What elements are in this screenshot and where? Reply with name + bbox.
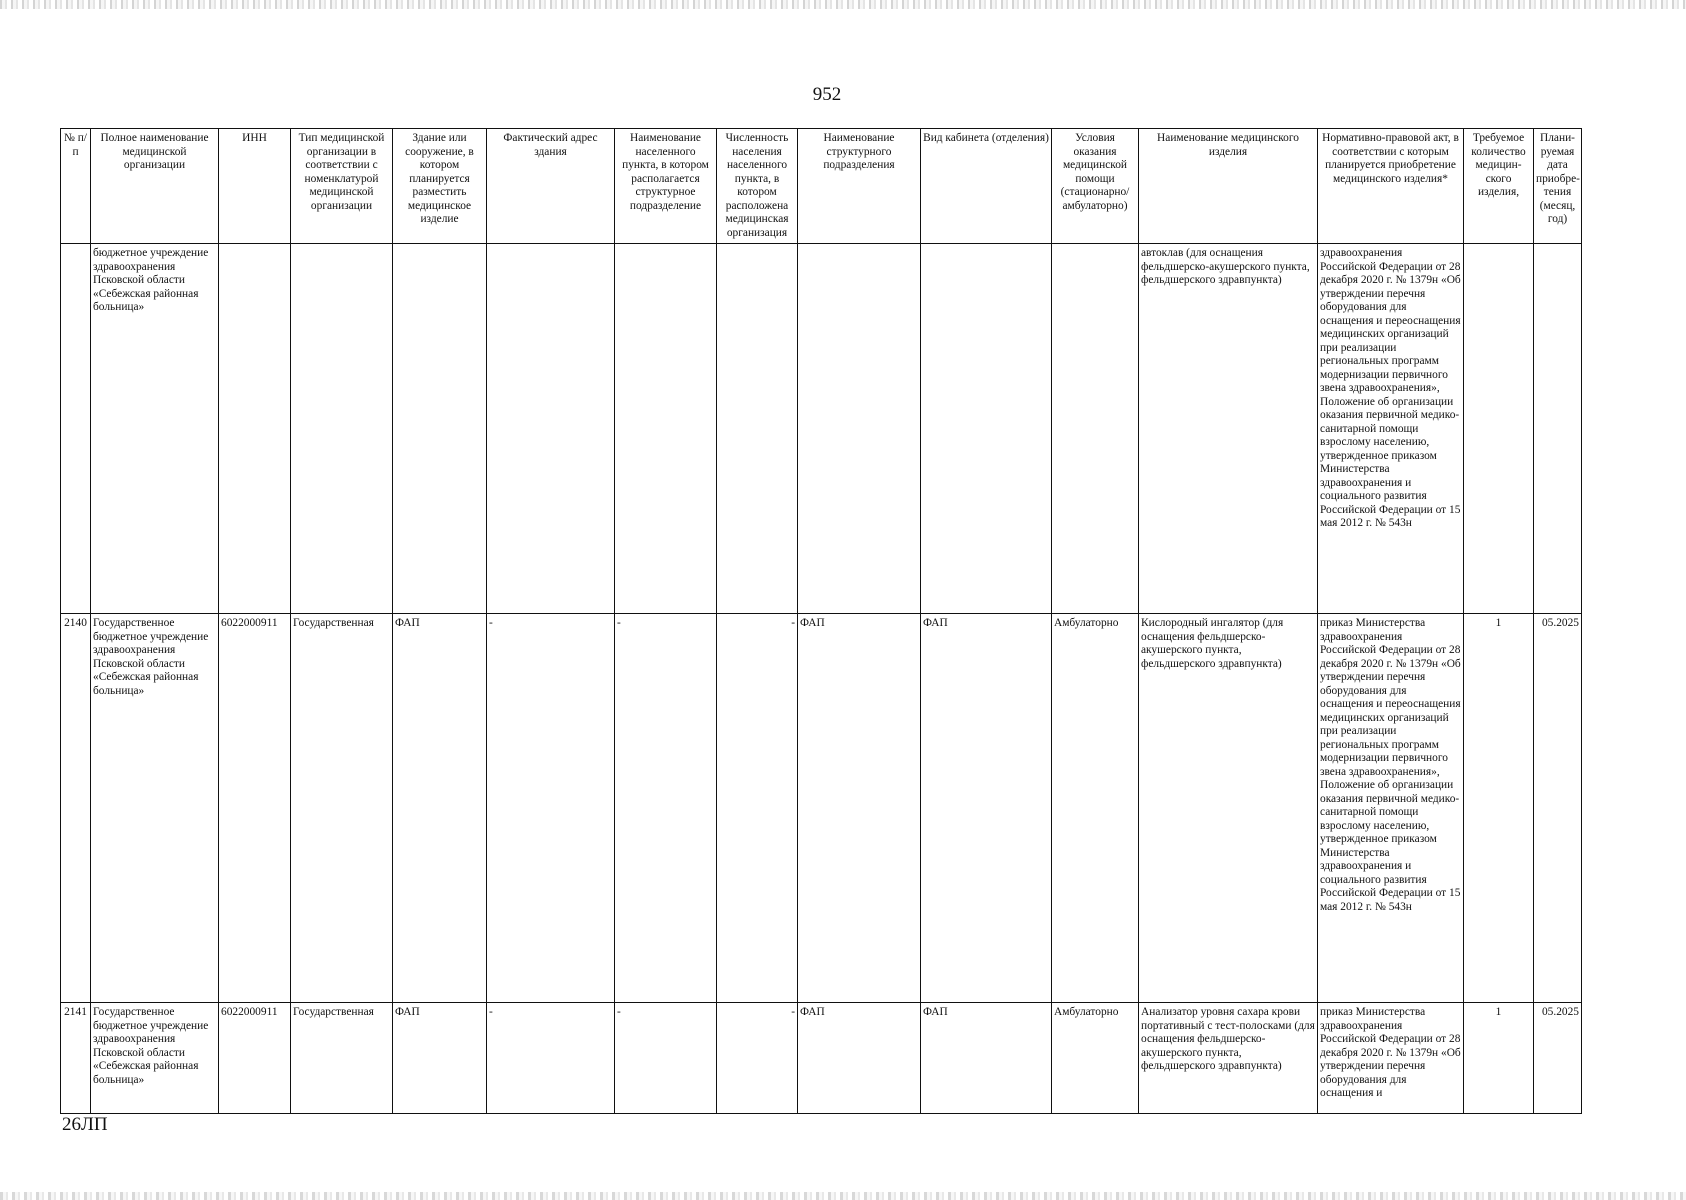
col-header-org-type: Тип медицинской организации в соответствии с номенклатурой медицинской организации [291,129,393,244]
cell-structural-unit [798,244,921,614]
medical-devices-table [60,128,1582,1114]
cell-inn [219,244,291,614]
cell-building [393,244,487,614]
cell-cabinet-type [921,244,1052,614]
page-number: 952 [812,84,842,105]
cell-cabinet-type: ФАП [921,614,1052,1003]
cell-structural-unit: ФАП [798,1003,921,1114]
cell-number: 2141 [61,1003,91,1114]
cell-number [61,244,91,614]
col-header-care-conditions: Условия оказания медицинской помощи (стационарно/ амбулаторно) [1052,129,1139,244]
col-header-quantity: Требуемое количество медицин-ского изделия, [1464,129,1534,244]
cell-organization: Государственное бюджетное учреждение здравоохранения Псковской области «Себежская районная больница» [91,1003,219,1114]
table-row [61,1003,1582,1114]
cell-structural-unit: ФАП [798,614,921,1003]
cell-care-conditions [1052,244,1139,614]
cell-care-conditions: Амбулаторно [1052,614,1139,1003]
col-header-settlement: Наименование населенного пункта, в котором располагается структурное подразделение [615,129,717,244]
cell-population: - [717,614,798,1003]
cell-org-type: Государственная [291,1003,393,1114]
cell-organization: Государственное бюджетное учреждение здравоохранения Псковской области «Себежская районная больница» [91,614,219,1003]
col-header-structural-unit: Наименование структурного подразделения [798,129,921,244]
col-header-population: Численность населения населенного пункта, в котором расположена медицинская организация [717,129,798,244]
cell-building: ФАП [393,614,487,1003]
cell-device-name: автоклав (для оснащения фельдшерско-акушерского пункта, фельдшерского здравпункта) [1139,244,1318,614]
cell-device-name: Кислородный ингалятор (для оснащения фельдшерско-акушерского пункта, фельдшерского здравпункта) [1139,614,1318,1003]
cell-address [487,244,615,614]
cell-inn: 6022000911 [219,1003,291,1114]
table-row [61,614,1582,1003]
scan-edge-bottom [0,1192,1686,1200]
cell-population [717,244,798,614]
cell-legal-act: приказ Министерства здравоохранения Российской Федерации от 28 декабря 2020 г. № 1379н «Об утверждении перечня оборудования для оснащения и переоснащения медицинских организаций при реализации региональных программ модернизации первичного звена здравоохранения», Положение об организации оказания первичной медико-санитарной помощи взрослому населению, утвержденное приказом Министерства здравоохранения и социального развития Российской Федерации от 15 мая 2012 г. № 543н [1318,614,1464,1003]
col-header-cabinet-type: Вид кабинета (отделения) [921,129,1052,244]
cell-device-name: Анализатор уровня сахара крови портативный с тест-полосками (для оснащения фельдшерско-акушерского пункта, фельдшерского здравпункта) [1139,1003,1318,1114]
col-header-organization: Полное наименование медицинской организации [91,129,219,244]
cell-number: 2140 [61,614,91,1003]
cell-legal-act: здравоохранения Российской Федерации от 28 декабря 2020 г. № 1379н «Об утверждении перечня оборудования для оснащения и переоснащения медицинских организаций при реализации региональных программ модернизации первичного звена здравоохранения», Положение об организации оказания первичной медико-санитарной помощи взрослому населению, утвержденное приказом Министерства здравоохранения и социального развития Российской Федерации от 15 мая 2012 г. № 543н [1318,244,1464,614]
cell-legal-act: приказ Министерства здравоохранения Российской Федерации от 28 декабря 2020 г. № 1379н «Об утверждении перечня оборудования для оснащения и [1318,1003,1464,1114]
cell-address: - [487,1003,615,1114]
cell-settlement: - [615,1003,717,1114]
cell-population: - [717,1003,798,1114]
col-header-address: Фактический адрес здания [487,129,615,244]
cell-quantity: 1 [1464,1003,1534,1114]
col-header-building: Здание или сооружение, в котором планируется разместить медицинское изделие [393,129,487,244]
col-header-legal-act: Нормативно-правовой акт, в соответствии с которым планируется приобретение медицинского изделия* [1318,129,1464,244]
col-header-inn: ИНН [219,129,291,244]
cell-org-type [291,244,393,614]
cell-building: ФАП [393,1003,487,1114]
col-header-device-name: Наименование медицинского изделия [1139,129,1318,244]
cell-organization: бюджетное учреждение здравоохранения Псковской области «Себежская районная больница» [91,244,219,614]
cell-planned-date: 05.2025 [1534,1003,1582,1114]
cell-settlement [615,244,717,614]
cell-care-conditions: Амбулаторно [1052,1003,1139,1114]
col-header-planned-date: Плани-руемая дата приобре-тения (месяц, год) [1534,129,1582,244]
cell-settlement: - [615,614,717,1003]
table-header-row [61,129,1582,244]
table-row [61,244,1582,614]
cell-address: - [487,614,615,1003]
cell-cabinet-type: ФАП [921,1003,1052,1114]
cell-quantity: 1 [1464,614,1534,1003]
document-code: 26ЛП [62,1114,108,1135]
scan-edge-top [0,0,1686,9]
cell-planned-date: 05.2025 [1534,614,1582,1003]
cell-inn: 6022000911 [219,614,291,1003]
cell-quantity [1464,244,1534,614]
cell-planned-date [1534,244,1582,614]
col-header-number: № п/п [61,129,91,244]
cell-org-type: Государственная [291,614,393,1003]
